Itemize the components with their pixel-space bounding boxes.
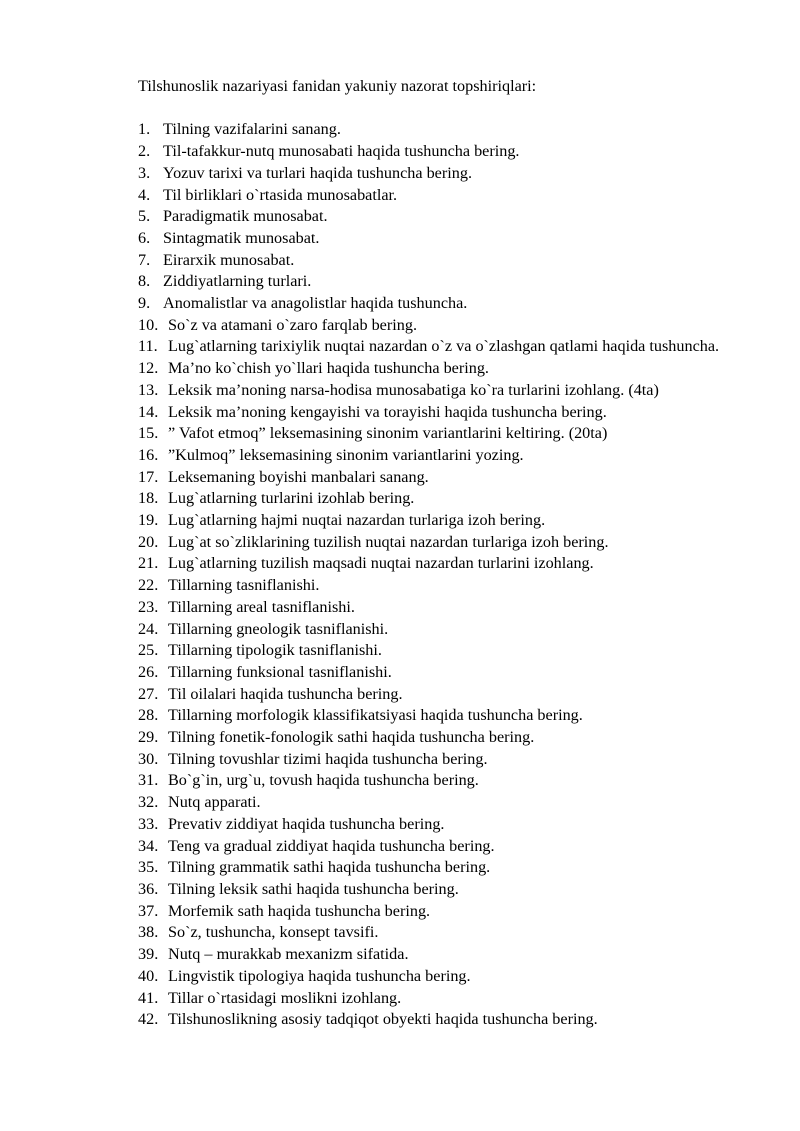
task-item	[138, 423, 743, 445]
task-item	[138, 532, 743, 554]
task-text: Yozuv tarixi va turlari haqida tushuncha bering.	[163, 163, 472, 182]
document-title: Tilshunoslik nazariyasi fanidan yakuniy nazorat topshiriqlari:	[138, 77, 537, 95]
task-text: Lug`at so`zliklarining tuzilish nuqtai nazardan turlariga izoh bering.	[168, 532, 609, 551]
task-item	[138, 185, 743, 207]
task-number: 38.	[138, 923, 159, 942]
task-number: 26.	[138, 662, 159, 681]
task-item	[138, 879, 743, 901]
task-text: So`z va atamani o`zaro farqlab bering.	[168, 315, 417, 334]
task-item	[138, 488, 743, 510]
task-number: 6.	[138, 228, 151, 247]
task-number: 36.	[138, 880, 159, 898]
task-text: Tillarning tipologik tasniflanishi.	[168, 641, 382, 660]
task-number: 14.	[138, 402, 159, 421]
task-number: 1.	[138, 120, 151, 139]
task-item	[138, 163, 743, 185]
task-item	[138, 206, 743, 228]
task-text: Tilning leksik sathi haqida tushuncha bering.	[168, 880, 459, 898]
task-item	[138, 250, 743, 272]
task-text: Teng va gradual ziddiyat haqida tushuncha bering.	[168, 836, 495, 855]
task-text: Tilning fonetik-fonologik sathi haqida tushuncha bering.	[168, 728, 535, 747]
task-number: 3.	[138, 163, 151, 182]
task-item	[138, 597, 743, 619]
task-text: Tillarning morfologik klassifikatsiyasi haqida tushuncha bering.	[168, 706, 583, 725]
task-item	[138, 575, 743, 597]
task-number: 8.	[138, 272, 151, 291]
task-item	[138, 966, 743, 988]
task-text: Nutq – murakkab mexanizm sifatida.	[168, 945, 409, 964]
task-number: 16.	[138, 445, 159, 464]
task-text: Eirarxik munosabat.	[163, 250, 295, 269]
task-item	[138, 901, 743, 923]
task-number: 19.	[138, 511, 159, 530]
task-text: Prevativ ziddiyat haqida tushuncha bering.	[168, 814, 445, 833]
task-text: Tilning grammatik sathi haqida tushuncha bering.	[168, 858, 491, 877]
task-list	[138, 119, 743, 1031]
task-text: ”Kulmoq” leksemasining sinonim variantlarini yozing.	[168, 445, 524, 464]
task-text: Lug`atlarning tarixiylik nuqtai nazardan o`z va o`zlashgan qatlami haqida tushuncha.	[168, 337, 720, 356]
task-text: Tillarning gneologik tasniflanishi.	[168, 619, 389, 638]
task-item	[138, 770, 743, 792]
task-text: Sintagmatik munosabat.	[163, 228, 320, 247]
task-text: Lug`atlarning hajmi nuqtai nazardan turlariga izoh bering.	[168, 511, 546, 530]
task-number: 23.	[138, 597, 159, 616]
task-item	[138, 619, 743, 641]
task-text: Leksik ma’noning narsa-hodisa munosabatiga ko`ra turlarini izohlang. (4ta)	[168, 380, 659, 399]
task-item	[138, 662, 743, 684]
task-item	[138, 510, 743, 532]
task-number: 24.	[138, 619, 159, 638]
task-item	[138, 119, 743, 141]
task-number: 29.	[138, 728, 159, 747]
task-number: 33.	[138, 814, 159, 833]
task-number: 2.	[138, 142, 151, 161]
task-text: Nutq apparati.	[168, 793, 261, 812]
task-number: 31.	[138, 771, 159, 790]
task-item	[138, 467, 743, 489]
document-page	[138, 76, 743, 1031]
task-text: Lug`atlarning turlarini izohlab bering.	[168, 489, 415, 508]
task-number: 17.	[138, 467, 159, 486]
task-number: 5.	[138, 207, 151, 226]
task-text: Anomalistlar va anagolistlar haqida tushuncha.	[163, 294, 468, 313]
task-item	[138, 402, 743, 424]
task-text: Tillar o`rtasidagi moslikni izohlang.	[168, 988, 402, 1007]
task-item	[138, 445, 743, 467]
task-item	[138, 705, 743, 727]
task-text: Ma’no ko`chish yo`llari haqida tushuncha bering.	[168, 359, 489, 378]
task-number: 40.	[138, 966, 159, 985]
task-text: ” Vafot etmoq” leksemasining sinonim variantlarini keltiring. (20ta)	[168, 424, 608, 443]
task-text: Tilshunoslikning asosiy tadqiqot obyekti haqida tushuncha bering.	[168, 1010, 598, 1029]
task-number: 7.	[138, 250, 151, 269]
task-number: 10.	[138, 315, 159, 334]
task-item	[138, 684, 743, 706]
task-text: Til oilalari haqida tushuncha bering.	[168, 684, 403, 703]
task-item	[138, 1009, 743, 1031]
task-item	[138, 293, 743, 315]
task-number: 9.	[138, 294, 151, 313]
task-number: 12.	[138, 359, 159, 378]
task-item	[138, 922, 743, 944]
task-text: Leksik ma’noning kengayishi va torayishi haqida tushuncha bering.	[168, 402, 607, 421]
task-item	[138, 141, 743, 163]
task-text: So`z, tushuncha, konsept tavsifi.	[168, 923, 379, 942]
task-item	[138, 640, 743, 662]
task-item	[138, 944, 743, 966]
task-number: 37.	[138, 901, 159, 920]
task-text: Tillarning areal tasniflanishi.	[168, 597, 355, 616]
task-text: Morfemik sath haqida tushuncha bering.	[168, 901, 431, 920]
task-number: 11.	[138, 337, 158, 356]
task-item	[138, 358, 743, 380]
task-number: 28.	[138, 706, 159, 725]
task-number: 15.	[138, 424, 159, 443]
task-number: 25.	[138, 641, 159, 660]
task-text: Til birliklari o`rtasida munosabatlar.	[163, 185, 398, 204]
task-number: 41.	[138, 988, 159, 1007]
task-item	[138, 836, 743, 858]
task-text: Tilning vazifalarini sanang.	[163, 120, 341, 139]
task-number: 35.	[138, 858, 159, 877]
task-number: 22.	[138, 576, 159, 595]
task-item	[138, 271, 743, 293]
task-number: 30.	[138, 749, 159, 768]
task-text: Tillarning funksional tasniflanishi.	[168, 662, 392, 681]
task-number: 27.	[138, 684, 159, 703]
task-number: 42.	[138, 1010, 159, 1029]
task-number: 34.	[138, 836, 159, 855]
task-text: Paradigmatik munosabat.	[163, 207, 328, 226]
task-text: Ziddiyatlarning turlari.	[163, 272, 312, 291]
task-item	[138, 336, 743, 358]
task-item	[138, 380, 743, 402]
task-number: 39.	[138, 945, 159, 964]
task-text: Tilning tovushlar tizimi haqida tushuncha bering.	[168, 749, 488, 768]
task-text: Tillarning tasniflanishi.	[168, 576, 320, 595]
task-item	[138, 988, 743, 1010]
task-number: 4.	[138, 185, 151, 204]
task-number: 20.	[138, 532, 159, 551]
task-item	[138, 792, 743, 814]
task-number: 32.	[138, 793, 159, 812]
task-text: Lingvistik tipologiya haqida tushuncha bering.	[168, 966, 471, 985]
task-number: 18.	[138, 489, 159, 508]
task-item	[138, 228, 743, 250]
task-item	[138, 553, 743, 575]
task-item	[138, 727, 743, 749]
task-number: 21.	[138, 554, 159, 573]
task-text: Leksemaning boyishi manbalari sanang.	[168, 467, 429, 486]
task-item	[138, 857, 743, 879]
task-text: Bo`g`in, urg`u, tovush haqida tushuncha bering.	[168, 771, 479, 790]
task-text: Til-tafakkur-nutq munosabati haqida tushuncha bering.	[163, 142, 520, 161]
task-item	[138, 749, 743, 771]
task-item	[138, 315, 743, 337]
task-item	[138, 814, 743, 836]
task-number: 13.	[138, 380, 159, 399]
task-text: Lug`atlarning tuzilish maqsadi nuqtai nazardan turlarini izohlang.	[168, 554, 594, 573]
